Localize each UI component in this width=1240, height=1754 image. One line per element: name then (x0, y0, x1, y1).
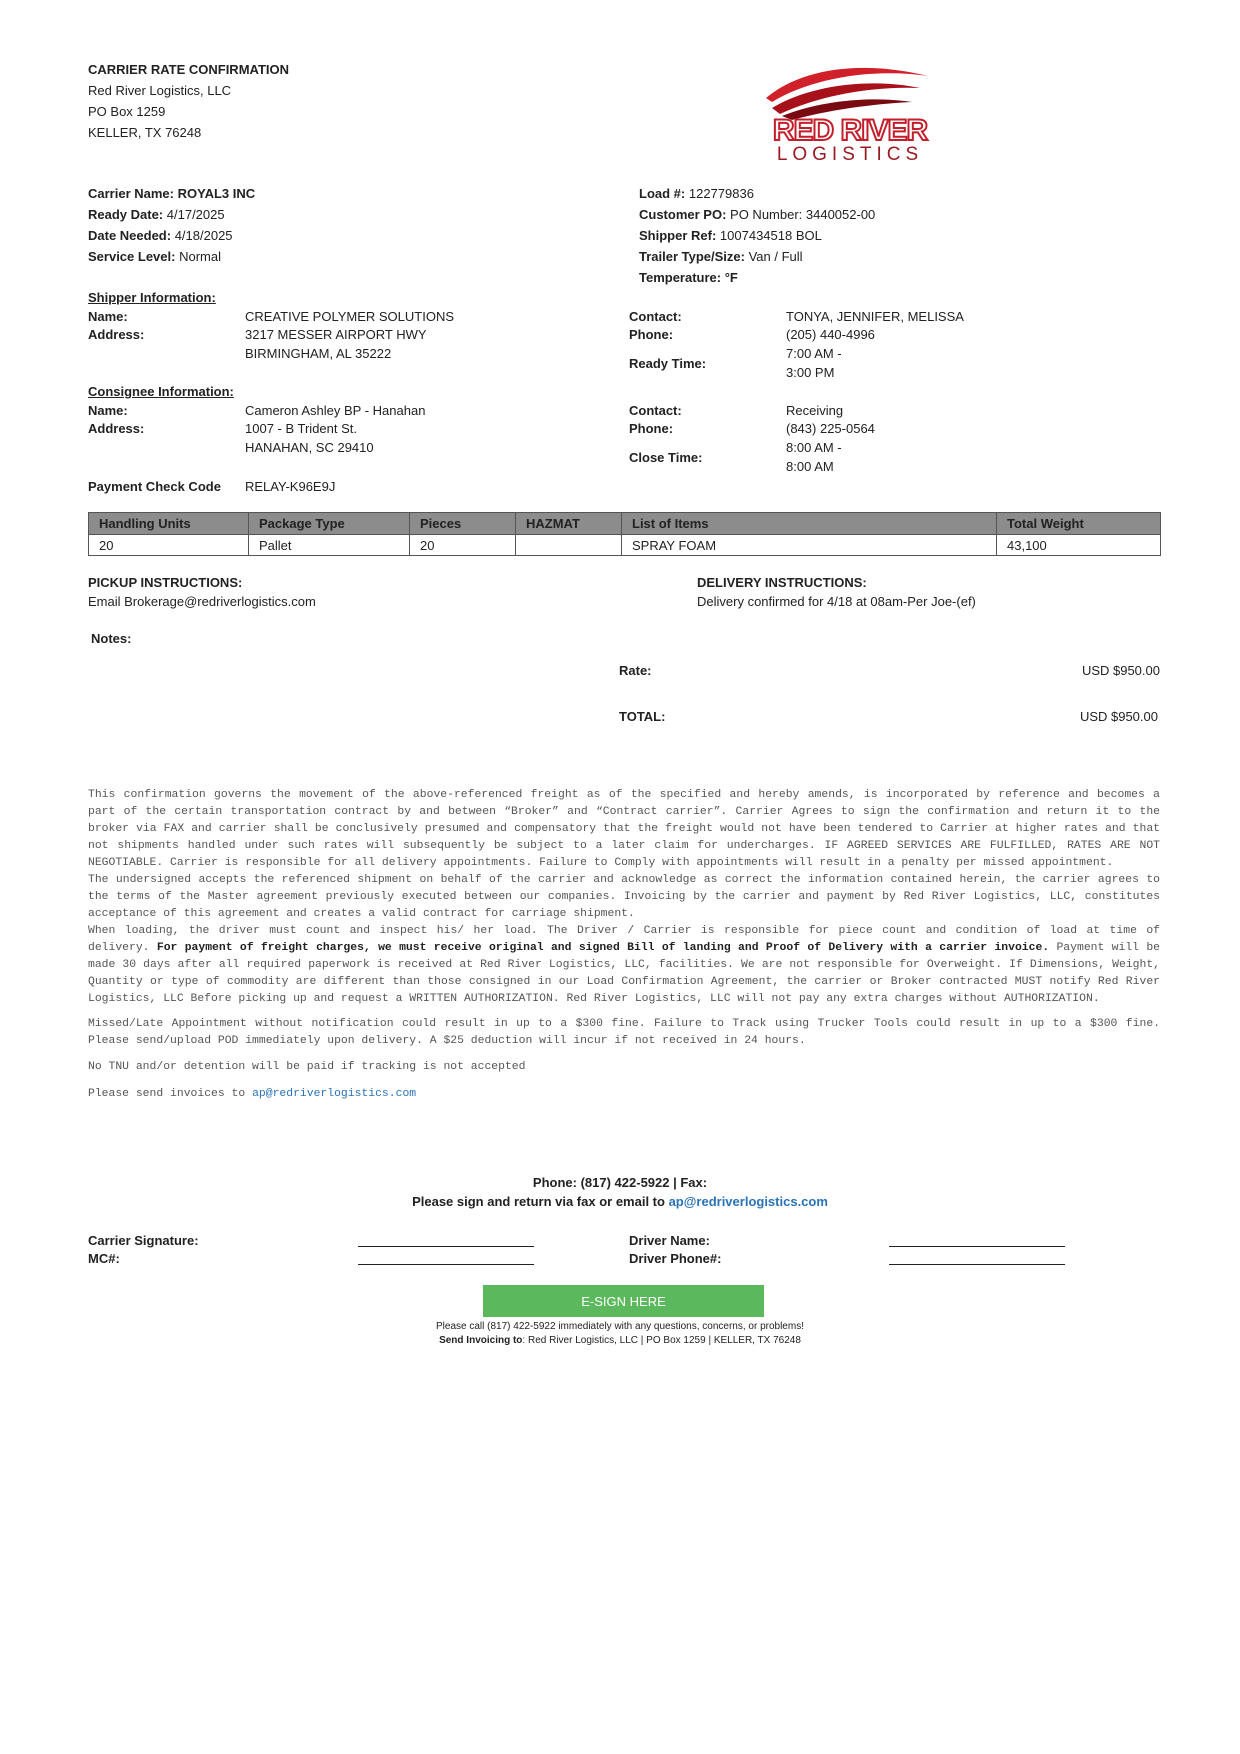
ready-date: Ready Date: 4/17/2025 (88, 207, 225, 222)
temperature: Temperature: °F (639, 270, 738, 285)
terms-paragraph-3: When loading, the driver must count and inspect his/ her load. The Driver / Carrier is responsible for piece count and condition of load at time of delivery. For payment of freight charges, we must receive original and signed Bill of landing and Proof of Delivery with a carrier invoice. Payment will be made 30 days after all required paperwork is received at Red River Logistics, LLC, facilities. We are not responsible for Overweight. If Dimensions, Weight, Quantity or type of commodity are different than those consigned in our Load Confirmation Agreement, the carrier or Broker contracted MUST notify Red River Logistics, LLC Before picking up and request a WRITTEN AUTHORIZATION. Red River Logistics, LLC will not pay any extra charges without AUTHORIZATION. (88, 925, 1161, 1005)
cell-total-weight: 43,100 (997, 535, 1161, 556)
consignee-phone-label: Phone: (629, 421, 674, 436)
terms-paragraph-6: Please send invoices to ap@redriverlogistics.com (88, 1088, 417, 1100)
shipper-phone: (205) 440-4996 (786, 327, 875, 342)
red-river-logo (752, 58, 948, 166)
date-needed: Date Needed: 4/18/2025 (88, 228, 233, 243)
delivery-heading: DELIVERY INSTRUCTIONS: (697, 575, 867, 590)
footer-phone: Phone: (817) 422-5922 | Fax: (532, 1175, 708, 1190)
rate-label: Rate: (619, 663, 652, 678)
pickup-heading: PICKUP INSTRUCTIONS: (88, 575, 243, 590)
consignee-name: Cameron Ashley BP - Hanahan (245, 403, 426, 418)
shipper-contact: TONYA, JENNIFER, MELISSA (786, 309, 964, 324)
total-label: TOTAL: (619, 709, 666, 724)
carrier-name: Carrier Name: ROYAL3 INC (88, 186, 256, 201)
carrier-signature-label: Carrier Signature: (88, 1233, 199, 1248)
consignee-address-label: Address: (88, 421, 145, 436)
shipper-heading: Shipper Information: (88, 290, 216, 305)
terms-paragraph-1: This confirmation governs the movement of the above-referenced freight as of the specified and hereby amends, is incorporated by reference and becomes a part of the certain transportation contract by and between “Broker” and “Contract carrier”. Carrier Agrees to sign the confirmation and return it to the broker via FAX and carrier shall be conclusively presumed and compensatory that the freight would not have been tendered to Carrier at higher rates and that not shipments handled under such rates will subsequently be subject to a later claim for undercharges. IF AGREED SERVICES ARE FULFILLED, RATES ARE NOT NEGOTIABLE. Carrier is responsible for all delivery appointments. Failure to Comply with appointments will result in a penalty per missed appointment. (88, 789, 1160, 869)
total-value: USD $950.00 (1079, 709, 1158, 724)
call-line: Please call (817) 422-5922 immediately with any questions, concerns, or problems! (436, 1321, 804, 1332)
company-city: KELLER, TX 76248 (88, 125, 202, 140)
payment-code: RELAY-K96E9J (245, 479, 336, 494)
col-total-weight: Total Weight (997, 513, 1161, 535)
cell-package-type: Pallet (249, 535, 410, 556)
consignee-contact: Receiving (786, 403, 844, 418)
consignee-heading: Consignee Information: (88, 384, 234, 399)
terms-block (88, 787, 1160, 1103)
consignee-address1: 1007 - B Trident St. (245, 421, 358, 436)
mc-line[interactable] (358, 1264, 534, 1265)
shipper-phone-label: Phone: (629, 327, 674, 342)
table-row (89, 535, 1161, 556)
driver-name-label: Driver Name: (629, 1233, 710, 1248)
shipper-contact-label: Contact: (629, 309, 682, 324)
driver-name-line[interactable] (889, 1246, 1065, 1247)
delivery-text: Delivery confirmed for 4/18 at 08am-Per Joe-(ef) (697, 594, 976, 609)
consignee-time2: 8:00 AM (786, 459, 834, 474)
cell-hazmat (516, 535, 622, 556)
shipper-time2: 3:00 PM (786, 365, 835, 380)
notes-label: Notes: (91, 631, 132, 646)
invoice-email-link[interactable]: ap@redriverlogistics.com (252, 1088, 417, 1100)
esign-button[interactable]: E-SIGN HERE (483, 1285, 764, 1317)
terms-paragraph-4: Missed/Late Appointment without notification could result in up to a $300 fine. Failure to Track using Trucker Tools could result in up to a $300 fine. Please send/upload POD immediately upon delivery. A $25 deduction will incur if not received in 24 hours. (88, 1018, 1160, 1047)
col-hazmat: HAZMAT (516, 513, 622, 535)
shipper-name-label: Name: (88, 309, 128, 324)
service-level: Service Level: Normal (88, 249, 221, 264)
mc-label: MC#: (88, 1251, 120, 1266)
cell-handling-units: 20 (89, 535, 249, 556)
trailer-type: Trailer Type/Size: Van / Full (639, 249, 803, 264)
footer-return: Please sign and return via fax or email to ap@redriverlogistics.com (412, 1194, 828, 1209)
driver-phone-label: Driver Phone#: (629, 1251, 722, 1266)
carrier-signature-line[interactable] (358, 1246, 534, 1247)
customer-po: Customer PO: PO Number: 3440052-00 (639, 207, 876, 222)
shipper-address1: 3217 MESSER AIRPORT HWY (245, 327, 427, 342)
doc-title: CARRIER RATE CONFIRMATION (88, 62, 290, 77)
load-number: Load #: 122779836 (639, 186, 754, 201)
terms-paragraph-5: No TNU and/or detention will be paid if tracking is not accepted (88, 1061, 526, 1073)
invoice-line: Send Invoicing to: Red River Logistics, LLC | PO Box 1259 | KELLER, TX 76248 (439, 1335, 801, 1346)
col-handling-units: Handling Units (89, 513, 249, 535)
return-email-link[interactable]: ap@redriverlogistics.com (668, 1194, 828, 1209)
col-list-of-items: List of Items (622, 513, 997, 535)
rate-value: USD $950.00 (1081, 663, 1160, 678)
shipper-name: CREATIVE POLYMER SOLUTIONS (245, 309, 455, 324)
col-pieces: Pieces (410, 513, 516, 535)
payment-code-label: Payment Check Code (88, 479, 221, 494)
col-package-type: Package Type (249, 513, 410, 535)
consignee-time-label: Close Time: (629, 450, 703, 465)
cell-list-of-items: SPRAY FOAM (622, 535, 997, 556)
shipper-time-label: Ready Time: (629, 356, 707, 371)
logo-line2: LOGISTICS (776, 144, 924, 165)
items-table-header (89, 513, 1161, 535)
logo-line1: RED RIVER (772, 114, 928, 147)
shipper-time1: 7:00 AM - (786, 346, 842, 361)
shipper-address2: BIRMINGHAM, AL 35222 (245, 346, 392, 361)
pickup-text: Email Brokerage@redriverlogistics.com (88, 594, 316, 609)
shipper-address-label: Address: (88, 327, 145, 342)
cell-pieces: 20 (410, 535, 516, 556)
terms-paragraph-2: The undersigned accepts the referenced shipment on behalf of the carrier and acknowledge as correct the information contained herein, the carrier agrees to the terms of the Master agreement previously executed between our companies. Invoicing by the carrier and payment by Red River Logistics, LLC, constitutes acceptance of this agreement and creates a valid contract for carriage shipment. (88, 874, 1160, 920)
shipper-ref: Shipper Ref: 1007434518 BOL (639, 228, 822, 243)
company-po-box: PO Box 1259 (88, 104, 166, 119)
items-table (88, 512, 1161, 556)
consignee-name-label: Name: (88, 403, 128, 418)
consignee-address2: HANAHAN, SC 29410 (245, 440, 374, 455)
consignee-time1: 8:00 AM - (786, 440, 842, 455)
consignee-contact-label: Contact: (629, 403, 682, 418)
driver-phone-line[interactable] (889, 1264, 1065, 1265)
company-name: Red River Logistics, LLC (88, 83, 232, 98)
payment-requirement: For payment of freight charges, we must receive original and signed Bill of landing and Proof of Delivery with a carrier invoice. (156, 942, 1050, 954)
consignee-phone: (843) 225-0564 (786, 421, 875, 436)
